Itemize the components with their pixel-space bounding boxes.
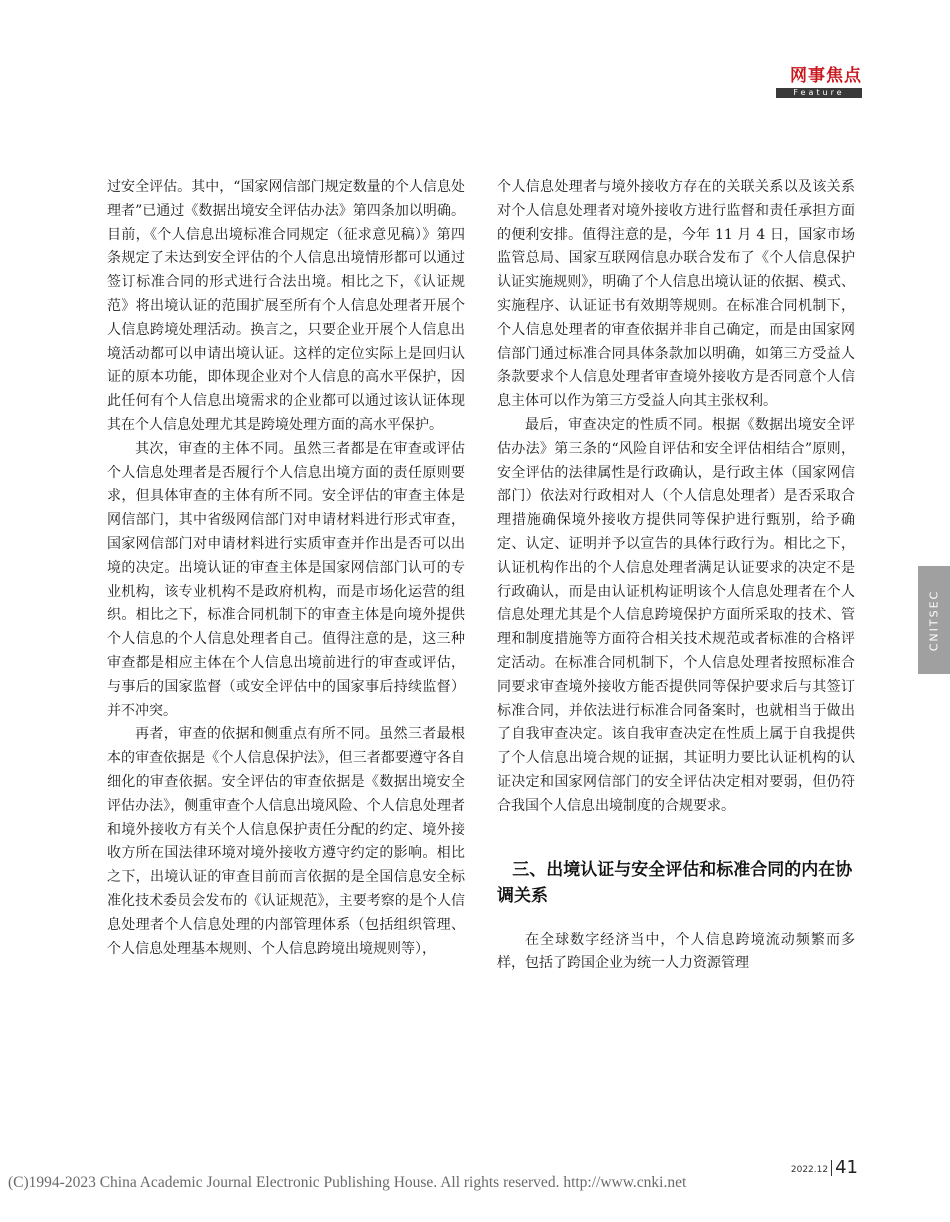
left-column	[107, 176, 465, 961]
page-number: 41	[835, 1157, 858, 1178]
section-heading: 三、出境认证与安全评估和标准合同的内在协调关系	[497, 859, 853, 906]
issue-date: 2022.12	[790, 1165, 829, 1175]
section-subtitle: Feature	[776, 88, 862, 98]
section-title: 网事焦点	[790, 66, 862, 86]
paragraph: 在全球数字经济当中，个人信息跨境流动频繁而多样，包括了跨国企业为统一人力资源管理	[497, 931, 855, 972]
side-tab-label: CNITSEC	[927, 589, 941, 651]
copyright-footer: (C)1994-2023 China Academic Journal Electronic Publishing House. All rights reserved. http://www.cnki.net	[8, 1174, 687, 1191]
paragraph: 最后，审查决定的性质不同。根据《数据出境安全评估办法》第三条的“风险自评估和安全评估相结合”原则，安全评估的法律属性是行政确认，是行政主体（国家网信部门）依法对行政相对人（个人信息处理者）是否采取合理措施确保境外接收方提供同等保护进行甄别，给予确定、认定、证明并予以宣告的具体行政行为。相比之下，认证机构作出的个人信息处理者满足认证要求的决定不是行政确认，而是由认证机构证明该个人信息处理者在个人信息处理尤其是个人信息跨境保护方面所采取的技术、管理和制度措施等方面符合相关技术规范或者标准的合格评定活动。在标准合同机制下，个人信息处理者按照标准合同要求审查境外接收方能否提供同等保护要求后与其签订标准合同，并依法进行标准合同备案时，也就相当于做出了自我审查决定。该自我审查决定在性质上属于自我提供了个人信息出境合规的证据，其证明力要比认证机构的认证决定和国家网信部门的安全评估决定相对要弱，但仍符合我国个人信息出境制度的合规要求。	[497, 416, 855, 814]
paragraph: 再者，审查的依据和侧重点有所不同。虽然三者最根本的审查依据是《个人信息保护法》，但三者都要遵守各自细化的审查依据。安全评估的审查依据是《数据出境安全评估办法》，侧重审查个人信息出境风险、个人信息处理者和境外接收方有关个人信息保护责任分配的约定、境外接收方所在国法律环境对境外接收方遵守约定的影响。相比之下，出境认证的审查目前而言依据的是全国信息安全标准化技术委员会发布的《认证规范》，主要考察的是个人信息处理者个人信息处理的内部管理体系（包括组织管理、个人信息处理基本规则、个人信息跨境出境规则等），	[107, 726, 465, 957]
right-column	[497, 176, 855, 976]
paragraph: 个人信息处理者与境外接收方存在的关联关系以及该关系对个人信息处理者对境外接收方进行监督和责任承担方面的便利安排。值得注意的是，今年 11 月 4 日，国家市场监管总局、国家互联网信息办联合发布了《个人信息保护认证实施规则》，明确了个人信息出境认证的依据、模式、实施程序、认证证书有效期等规则。在标准合同机制下，个人信息处理者的审查依据并非自己确定，而是由国家网信部门通过标准合同具体条款加以明确，如第三方受益人条款要求个人信息处理者审查境外接收方是否同意个人信息主体可以作为第三方受益人向其主张权利。	[497, 179, 855, 410]
side-tab	[918, 566, 950, 674]
paragraph: 其次，审查的主体不同。虽然三者都是在审查或评估个人信息处理者是否履行个人信息出境方面的责任原则要求，但具体审查的主体有所不同。安全评估的审查主体是网信部门，其中省级网信部门对申请材料进行形式审查，国家网信部门对申请材料进行实质审查并作出是否可以出境的决定。出境认证的审查主体是国家网信部门认可的专业机构，该专业机构不是政府机构，而是市场化运营的组织。相比之下，标准合同机制下的审查主体是向境外提供个人信息的个人信息处理者自己。值得注意的是，这三种审查都是相应主体在个人信息出境前进行的审查或评估，与事后的国家监督（或安全评估中的国家事后持续监督）并不冲突。	[107, 440, 465, 719]
section-header	[776, 66, 862, 98]
paragraph: 过安全评估。其中，“国家网信部门规定数量的个人信息处理者”已通过《数据出境安全评估办法》第四条加以明确。目前，《个人信息出境标准合同规定（征求意见稿）》第四条规定了未达到安全评估的个人信息出境情形都可以通过签订标准合同的形式进行合法出境。相比之下，《认证规范》将出境认证的范围扩展至所有个人信息处理者开展个人信息跨境处理活动。换言之，只要企业开展个人信息出境活动都可以申请出境认证。这样的定位实际上是回归认证的原本功能，即体现企业对个人信息的高水平保护，因此任何有个人信息出境需求的企业都可以通过该认证体现其在个人信息处理尤其是跨境处理方面的高水平保护。	[107, 179, 465, 433]
